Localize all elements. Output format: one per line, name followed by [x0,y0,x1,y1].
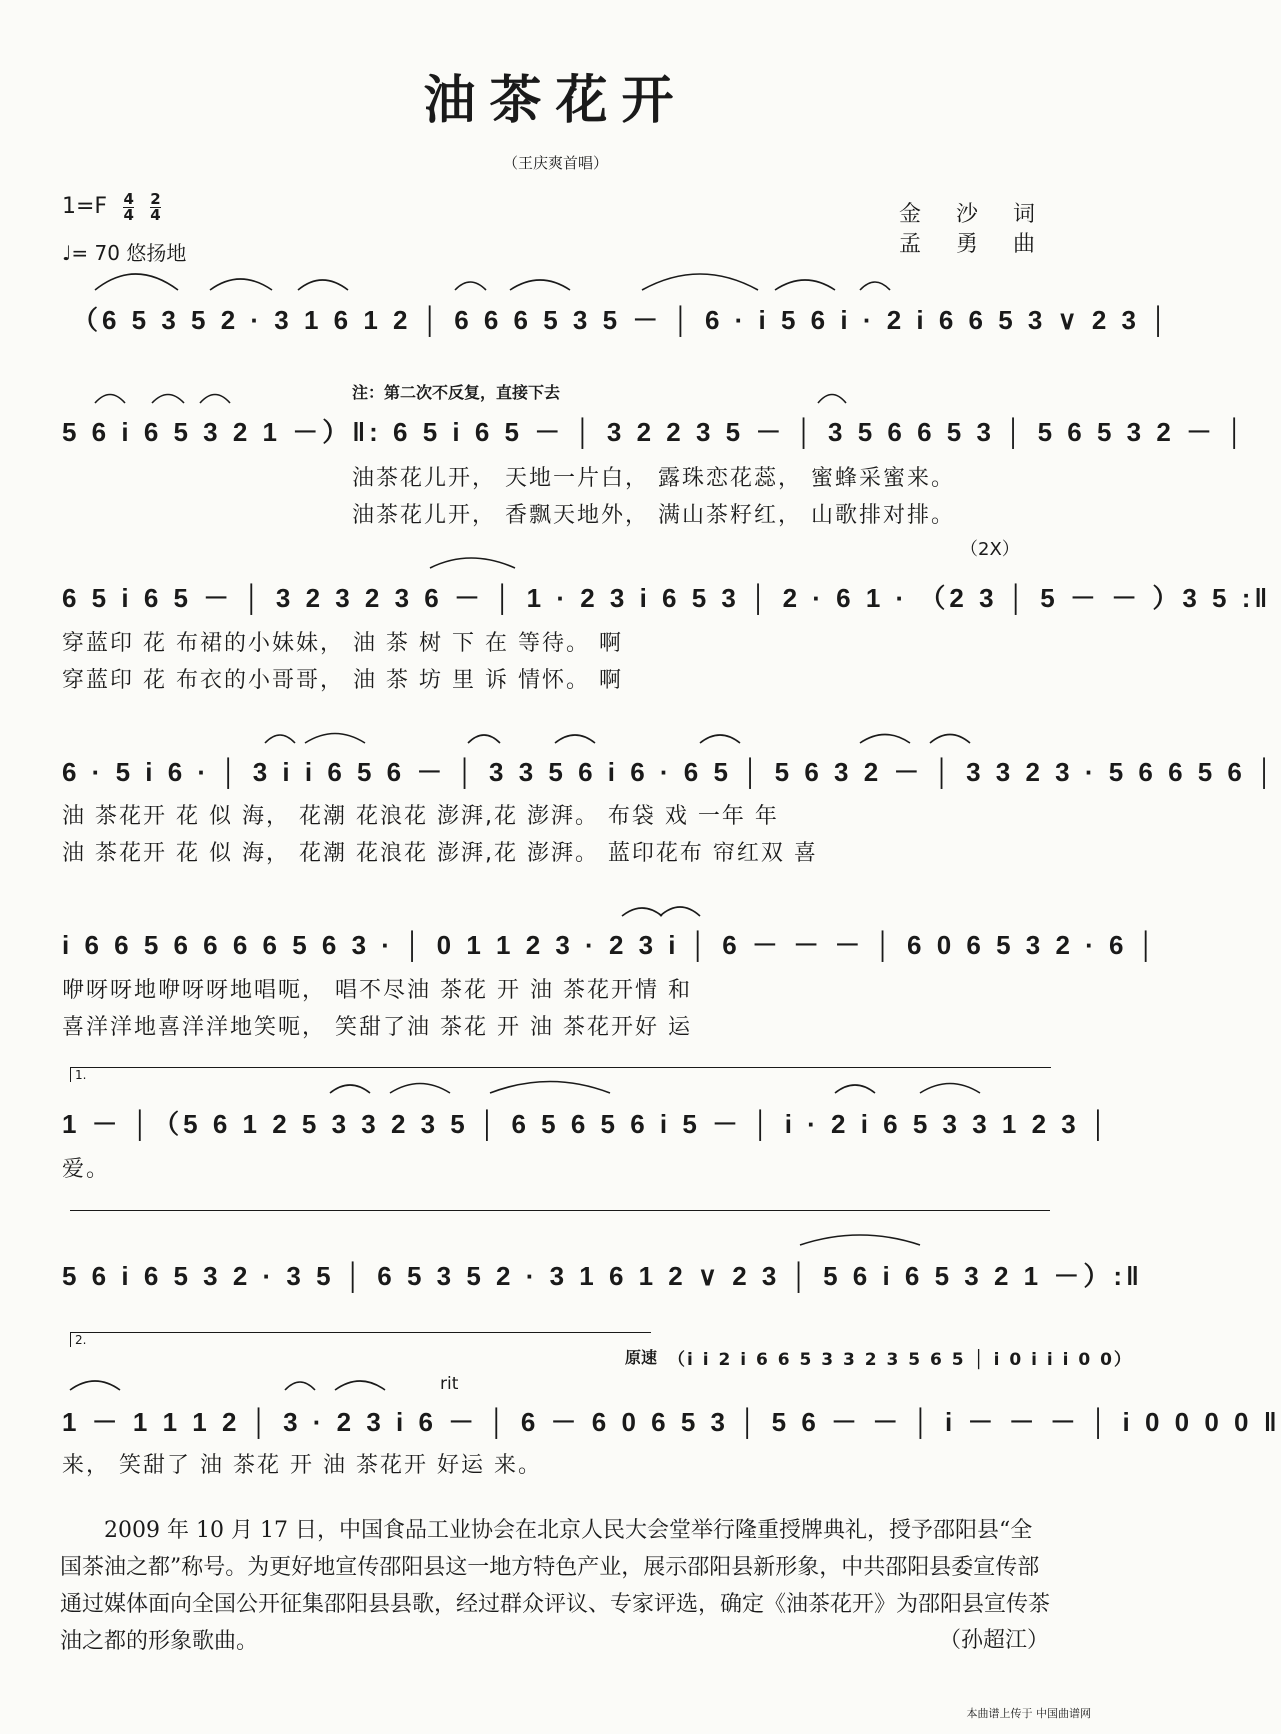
song-title: 油茶花开 [423,71,688,131]
tempo-marking: ♩= 70 悠扬地 [62,241,187,265]
performance-note: 注：第二次不反复，直接下去 [352,383,561,402]
repeat-count: （2X） [960,539,1020,560]
key-signature-block [62,192,161,223]
lyric-verse-2: 喜洋洋地喜洋洋地笑呃， 笑甜了油 茶花 开 油 茶花开好 运 [62,1015,692,1040]
score-row-7-notes: 5 6 i 6 5 3 2 · 3 5 │ 6 5 3 5 2 · 3 1 6 1 2 ∨ 2 3 │ 5 6 i 6 5 3 2 1 －）:‖ [62,1261,1143,1291]
volta-1-bracket: 1. [70,1067,1051,1082]
score-row-5-lyrics [62,972,692,1046]
score-row-4-lyrics [62,798,818,872]
volta-2-bracket: 2. [70,1332,651,1347]
lyric-verse-2: 穿蓝印 花 布衣的小哥哥， 油 茶 坊 里 诉 情怀。 啊 [62,668,623,693]
score-row-3-lyrics [62,625,623,699]
upper-voice-notes: （i i 2 i 6 6 5 3 3 2 3 5 6 5 │ i 0 i i i 0 0） [668,1350,1133,1370]
key-signature: 1=F [62,194,108,219]
composer-credit: 孟 勇 曲 [899,232,1049,257]
lyric-verse-1: 穿蓝印 花 布裙的小妹妹， 油 茶 树 下 在 等待。 啊 [62,631,623,656]
time-signature-2: $\frac{2}{4}$ [150,190,161,224]
score-row-5-notes: i 6 6 5 6 6 6 6 5 6 3 · │ 0 1 1 2 3 · 2 3 i │ 6 － － － │ 6 0 6 5 3 2 · 6 │ [62,930,1159,960]
score-row-6-lyrics: 爱。 [62,1157,111,1182]
score-row-8-lyrics: 来， 笑甜了 油 茶花 开 油 茶花开 好运 来。 [62,1453,542,1478]
score-row-8-notes: 1 － 1 1 1 2 │ 3 · 2 3 i 6 － │ 6 － 6 0 6 5 3 │ 5 6 － － │ i － － － │ i 0 0 0 0 ‖ [62,1407,1281,1437]
lyricist-credit: 金 沙 词 [899,202,1049,227]
author-signature: （孙超江） [938,1628,1049,1653]
lyric-verse-1: 油茶花儿开， 天地一片白， 露珠恋花蕊， 蜜蜂采蜜来。 [352,466,955,491]
lyric-verse-2: 油 茶花开 花 似 海， 花潮 花浪花 澎湃,花 澎湃。 蓝印花布 帘红双 喜 [62,841,818,866]
ritardando-mark: rit [440,1374,459,1394]
score-row-2-notes: 5 6 i 6 5 3 2 1 －）‖: 6 5 i 6 5 － │ 3 2 2 3 5 － │ 3 5 6 6 5 3 │ 5 6 5 3 2 － │ [62,417,1248,447]
time-signature-1: $\frac{4}{4}$ [123,190,134,224]
volta-1-continuation [70,1210,1050,1225]
tempo-primo-mark: 原速 [625,1348,658,1367]
score-row-1-notes: （6 5 3 5 2 · 3 1 6 1 2 │ 6 6 6 5 3 5 － │ 6 · i 5 6 i · 2 i 6 6 5 3 ∨ 2 3 │ [72,305,1172,335]
score-row-2-lyrics [352,460,955,534]
song-subtitle: （王庆爽首唱） [502,154,608,172]
lyric-verse-1: 油 茶花开 花 似 海， 花潮 花浪花 澎湃,花 澎湃。 布袋 戏 一年 年 [62,804,779,829]
source-watermark: 本曲谱上传于 中国曲谱网 [966,1707,1091,1720]
credits [899,200,1049,260]
lyric-verse-2: 油茶花儿开， 香飘天地外， 满山茶籽红， 山歌排对排。 [352,503,955,528]
background-paragraph: 2009 年 10 月 17 日，中国食品工业协会在北京人民大会堂举行隆重授牌典礼，授予邵阳县“全国茶油之都”称号。为更好地宣传邵阳县这一地方特色产业，展示邵阳县新形象，中共邵阳县委宣传部通过媒体面向全国公开征集邵阳县县歌，经过群众评议、专家评选，确定《油茶花开》为邵阳县宣传茶油之都的形象歌曲。 [60,1518,1051,1654]
score-row-6-notes: 1 － │（5 6 1 2 5 3 3 2 3 5 │ 6 5 6 5 6 i 5 － │ i · 2 i 6 5 3 3 1 2 3 │ [62,1109,1112,1139]
score-row-4-notes: 6 · 5 i 6 · │ 3 i i 6 5 6 － │ 3 3 5 6 i 6 · 6 5 │ 5 6 3 2 － │ 3 3 2 3 · 5 6 6 5 6 │ [62,757,1278,787]
lyric-verse-1: 咿呀呀地咿呀呀地唱呃， 唱不尽油 茶花 开 油 茶花开情 和 [62,978,692,1003]
score-row-3-notes: 6 5 i 6 5 － │ 3 2 3 2 3 6 － │ 1 · 2 3 i 6 5 3 │ 2 · 6 1 · （2 3 │ 5 － － ）3 5 :‖ [62,583,1272,613]
